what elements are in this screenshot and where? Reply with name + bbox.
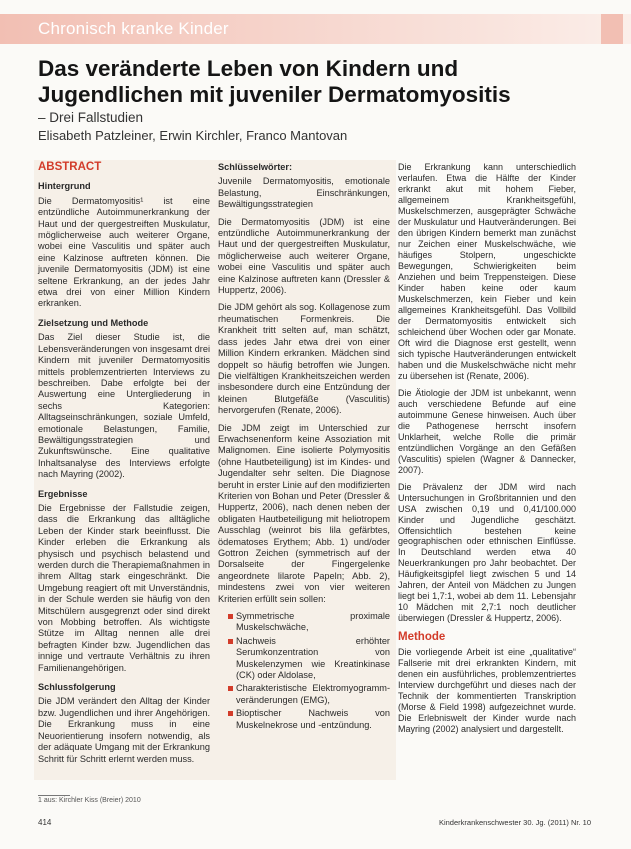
column-1 (38, 162, 210, 771)
section-label: Chronisch kranke Kinder (38, 19, 229, 38)
abstract-background-heading: Hintergrund (38, 181, 91, 192)
abstract-background-text: Die Dermatomyositis¹ ist eine entzündliche Autoimmunerkrankung der Haut und der quergestreiften Muskulatur, möglicherweise auch weiterer Organe, wobei eine Vasculitis und später auch eine Kalzinose auftreten können. Die juvenile Dermatomyositis (JDM) ist eine seltene Erkrankung, an der jedes Jahr etwa drei von einer Million Kindern erkranken. (38, 195, 210, 309)
keywords-heading: Schlüsselwörter: (218, 162, 293, 172)
section-header-band (0, 14, 631, 44)
column-2 (218, 162, 390, 737)
body-paragraph: Die Dermatomyositis (JDM) ist eine entzündliche Autoimmunerkrankung der Haut und der quergestreiften Muskulatur, möglicherweise auch weiterer Organe, wobei eine Vasculitis und später auch eine Kalzinose auftreten kann (Dressler & Huppertz, 2006). (218, 216, 390, 296)
body-paragraph: Die vorliegende Arbeit ist eine „qualitative“ Fallserie mit drei erkrankten Kindern, mit denen ein ausführliches, problemzentriertes Interview durchgeführt und dieses nach der Technik der kommentierten Transkription (Morse & Field 1998) aufgezeichnet wurde. Die Erlebniswelt der Kinder wurde nach Mayring (2002) analysiert und dargestellt. (398, 647, 576, 735)
column-3 (398, 162, 576, 741)
article-authors: Elisabeth Patzleiner, Erwin Kirchler, Franco Mantovan (38, 128, 348, 143)
footnote: 1 aus: Kirchler Kiss (Breier) 2010 (38, 797, 141, 804)
abstract-aim-heading: Zielsetzung und Methode (38, 317, 149, 328)
body-paragraph: Die Prävalenz der JDM wird nach Untersuchungen in Großbritannien und den USA zwischen 0,19 und 0,41/100.000 Kinder und Jugendliche geschätzt. Offensichtlich bestehen keine geographischen oder ethnischen Einflüsse. In Deutschland werden etwa 40 Neuerkrankungen pro Jahr beobachtet. Der Häufigkeitsgipfel liegt zwischen 5 und 14 Jahren, der Anteil von Mädchen zu Jungen liegt bei 1,7:1, wobei ab dem 11. Lebensjahr 10 Mädchen mit 2,7:1 noch deutlicher überwiegen (Dressler & Huppertz, 2006). (398, 481, 576, 624)
list-item: Symmetrische proximale Muskelschwäche, (228, 611, 390, 634)
abstract-conclusion-text: Die JDM verändert den Alltag der Kinder bzw. Jugendlichen und ihrer Angehörigen. Die Erkrankung muss in eine Neuorientierung insofern notwendig, als der adäquate Umgang mit der Erkrankung Schritt für Schritt erlernt werden muss. (38, 696, 210, 764)
list-item: Charakteristische Elektromyogramm-veränderungen (EMG), (228, 683, 390, 706)
journal-reference: Kinderkrankenschwester 30. Jg. (2011) Nr. 10 (438, 818, 591, 827)
abstract-aim-text: Das Ziel dieser Studie ist, die Lebensveränderungen von insgesamt drei Kindern mit juveniler Dermatomyositis mittels problemzentrierten Interviews zu beschreiben. Dabe erfolgte bei der Auswertung eine Untergliederung in sechs Kategorien: Alltagseinschränkungen, soziale Umfeld, emotionale Belastungen, Familie, Bewältigungsstrategien und Zukunftswünsche. Eine qualitative Inhaltsanalyse des Interviews erfolgte nach Mayring (2002). (38, 332, 210, 480)
abstract-results-text: Die Ergebnisse der Fallstudie zeigen, dass die Erkrankung das alltägliche Leben der Kinder stark beeinflusst. Die Kinder erleben die Erkrankung als physisch und psychisch belastend und werden durch die Therapiemaßnahmen in ihrem Alltag stark eingeschränkt. Die Umgebung reagiert oft mit Unverständnis, in der Schule werden sie häufig von den Mitschülern ausgegrenzt oder sind direkt von Mobbing betroffen. Als wichtigste Stütze im Alltag nennen alle drei befragten Kinder bzw. Jugendlichen das innige und vertraute Verhältnis zu ihren Familienangehörigen. (38, 502, 210, 673)
list-item: Nachweis erhöhter Serumkonzentration von Muskelenzymen wie Kreatinkinase (CK) oder Aldolase, (228, 636, 390, 682)
keywords-text: Juvenile Dermatomyositis, emotionale Belastung, Einschränkungen, Bewältigungsstrategien (218, 176, 390, 210)
article-subtitle: – Drei Fallstudien (38, 110, 144, 125)
body-paragraph: Die Erkrankung kann unterschiedlich verlaufen. Etwa die Hälfte der Kinder erkrankt akut mit hohem Fieber, allgemeinem Krankheitsgefühl, Muskelschmerzen, ausgeprägter Schwäche der Muskulatur und Hautveränderungen. Bei den übrigen Kindern bemerkt man zunächst nur Zeichen einer Muskelschwäche, wie häufiges Stolpern, ungeschickte Bewegungen, Schwierigkeiten beim Anziehen und beim Treppensteigen. Diese Kinder haben keine oder kaum Muskelschmerzen, kein Fieber und kein allgemeines Krankheitsgefühl. Das Vollbild der Dermatomyositis entwickelt sich schleichend über Wochen oder gar Monate. Oft wird die Diagnose erst gestellt, wenn sich typische Hautveränderungen entwickelt haben und die Muskelschwäche nicht mehr zu übersehen ist (Renate, 2006). (398, 162, 576, 381)
criteria-list (218, 611, 390, 731)
method-heading: Methode (398, 631, 446, 644)
page-number: 414 (38, 818, 52, 827)
page-edge-tab (601, 14, 623, 44)
body-paragraph: Die JDM gehört als sog. Kollagenose zum rheumatischen Formenkreis. Die Krankheit tritt selten auf, man schätzt, dass jedes Jahr etwa drei von einer Million Kindern erkranken. Mädchen sind doppelt so häufig betroffen wie Jungen. Die vielfältigen Krankheitszeichen werden insbesondere durch eine Entzündung der kleinen Blutgefäße (Vasculitis) hervorgerufen (Renate, 2006). (218, 302, 390, 416)
abstract-results-heading: Ergebnisse (38, 488, 88, 499)
list-item: Bioptischer Nachweis von Muskelnekrose und -entzündung. (228, 708, 390, 731)
abstract-conclusion-heading: Schlussfolgerung (38, 682, 116, 693)
footnote-rule (38, 795, 70, 796)
body-paragraph: Die Ätiologie der JDM ist unbekannt, wenn auch verschiedene Befunde auf eine autoimmune Genese hinweisen. Auch über die Pathogenese herrscht insofern Unklarheit, welche Rolle die primär entzündlichen Vorgänge an den Gefäßen (Vasculitis) spielen (Wagner & Dannecker, 2007). (398, 387, 576, 475)
article-title: Das veränderte Leben von Kindern und Jugendlichen mit juveniler Dermatomyositis (38, 56, 511, 107)
abstract-heading: ABSTRACT (38, 161, 102, 173)
body-paragraph: Die JDM zeigt im Unterschied zur Erwachsenenform keine Assoziation mit Malignomen. Eine isolierte Polymyositis (ohne Hautbeteiligung) ist im Kindes- und Jugendalter sehr selten. Die Diagnose beruht in erster Linie auf den modifizierten Kriterien von Bohan und Peter (Dressler & Huppertz, 2006), nach denen neben der obligaten Hautbeteiligung mit heliotropem Ausschlag (weinrot bis lila gefärbtes, ödematoses Erythem; Abb. 1) und/oder Gottron Zeichen (symmetrisch auf der Dorsalseite der Fingergelenke angeordnete lilarote Papeln; Abb. 2), mindestens zwei von vier weiteren Kriterien erfüllt sein sollen: (218, 422, 390, 604)
